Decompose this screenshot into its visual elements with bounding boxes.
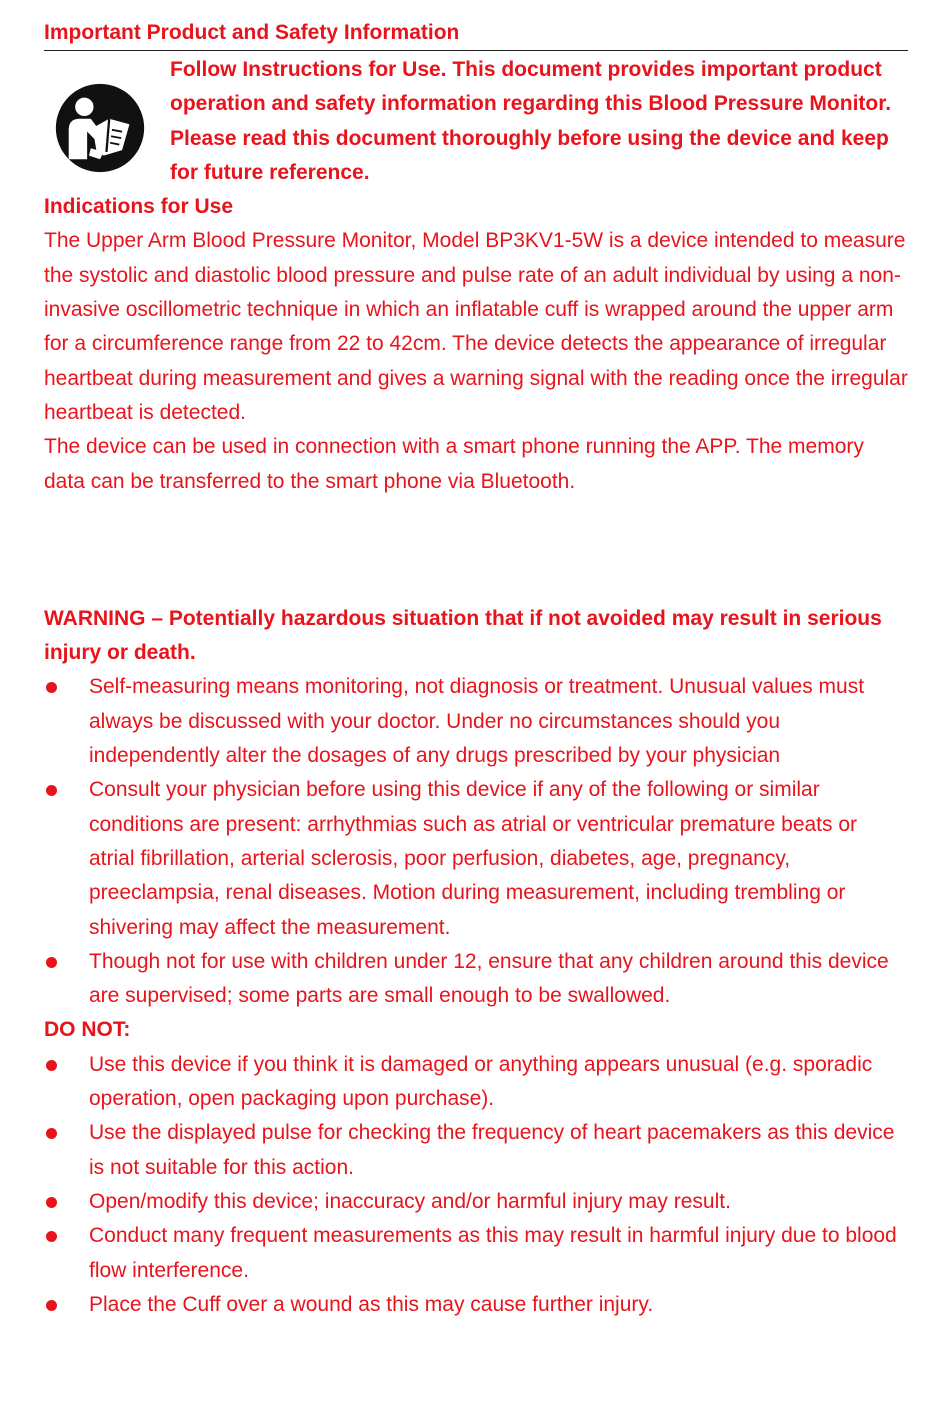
list-item-text: Use the displayed pulse for checking the frequency of heart pacemakers as this device is not suitable for this action. [89,1121,895,1179]
bullet-icon [46,1060,57,1071]
document-page [44,18,908,1322]
bullet-icon [46,785,57,796]
indications-paragraph: The Upper Arm Blood Pressure Monitor, Model BP3KV1-5W is a device intended to measure the systolic and diastolic blood pressure and pulse rate of an adult individual by using a non-invasive oscillometric technique in which an inflatable cuff is wrapped around the upper arm for a circumference range from 22 to 42cm. The device detects the appearance of irregular heartbeat during measurement and gives a warning signal with the reading once the irregular heartbeat is detected. [44,229,908,424]
do-not-list [44,1048,908,1322]
list-item [44,1185,908,1219]
list-item [44,670,908,773]
document-title: Important Product and Safety Information [44,21,460,44]
warning-heading: WARNING – Potentially hazardous situation that if not avoided may result in serious injury or death. [44,606,882,665]
list-item [44,1219,908,1288]
bullet-icon [46,1128,57,1139]
list-item [44,1288,908,1322]
list-item [44,1116,908,1185]
follow-instructions-text: Follow Instructions for Use. This document provides important product operation and safety information regarding this Blood Pressure Monitor. Please read this document thoroughly before using the device and keep for future reference. [170,58,892,184]
bullet-icon [46,1231,57,1242]
list-item-text: Use this device if you think it is damaged or anything appears unusual (e.g. sporadic operation, open packaging upon purchase). [89,1052,873,1111]
list-item-text: Self-measuring means monitoring, not diagnosis or treatment. Unusual values must always be discussed with your doctor. Under no circumstances should you independently alter the dosages of any drugs prescribed by your physician [89,675,865,768]
do-not-heading: DO NOT: [44,1018,131,1042]
app-paragraph: The device can be used in connection with a smart phone running the APP. The memory data can be transferred to the smart phone via Bluetooth. [44,435,864,493]
list-item [44,1048,908,1117]
list-item-text: Place the Cuff over a wound as this may cause further injury. [89,1292,654,1316]
warning-list [44,670,908,1013]
read-manual-icon [54,82,146,174]
list-item [44,773,908,944]
blank-space [44,499,908,602]
list-item-text: Conduct many frequent measurements as this may result in harmful injury due to blood flow interference. [89,1224,897,1282]
bullet-icon [46,957,57,968]
follow-instructions-section [44,53,908,190]
bullet-icon [46,682,57,693]
list-item [44,945,908,1014]
list-item-text: Though not for use with children under 12, ensure that any children around this device are supervised; some parts are small enough to be swallowed. [89,949,889,1008]
list-item-text: Open/modify this device; inaccuracy and/or harmful injury may result. [89,1189,731,1213]
list-item-text: Consult your physician before using this device if any of the following or similar conditions are present: arrhythmias such as atrial or ventricular premature beats or atrial fibrillation, arterial sclerosis, poor perfusion, diabetes, age, pregnancy, preeclampsia, renal diseases. Motion during measurement, including trembling or shivering may affect the measurement. [89,778,858,939]
indications-heading: Indications for Use [44,195,234,219]
title-divider [44,50,908,51]
bullet-icon [46,1197,57,1208]
bullet-icon [46,1300,57,1311]
